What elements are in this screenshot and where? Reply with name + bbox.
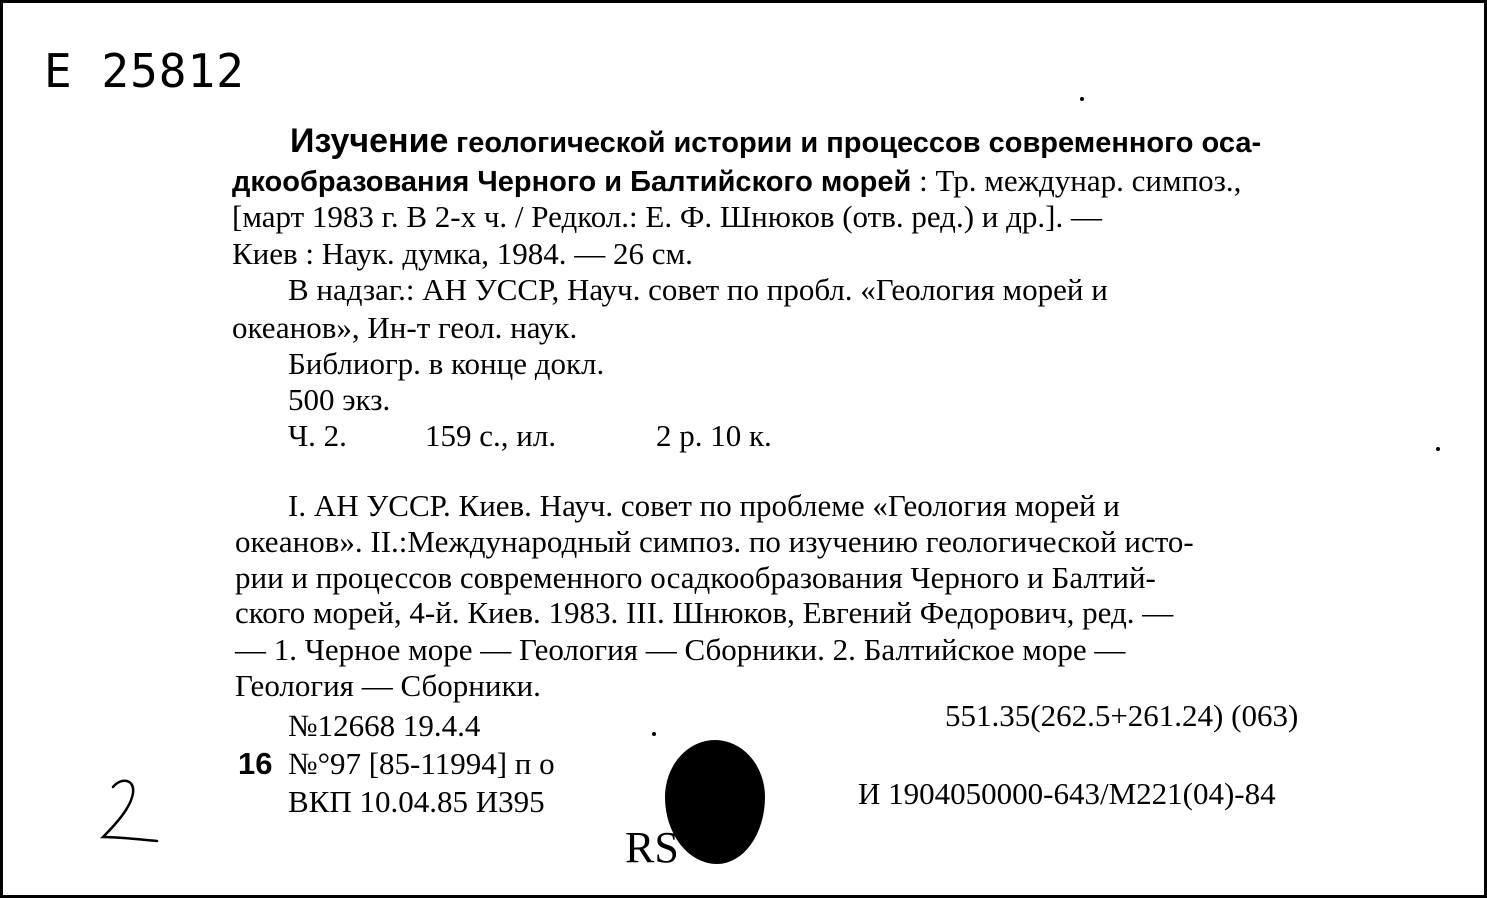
entry-line-3: [март 1983 г. В 2-х ч. / Редкол.: Е. Ф. Шнюков (отв. ред.) и др.]. — [232, 199, 1102, 234]
bibliography-note: Библиогр. в конце докл. [288, 346, 605, 381]
ink-blot [665, 740, 765, 864]
printing-info: ВКП 10.04.85 И395 [288, 784, 545, 819]
inventory-number: Е 25812 [44, 44, 245, 98]
entry-line-2 [232, 163, 1241, 199]
print-run: 500 экз. [288, 382, 391, 417]
index-code: И 1904050000-643/М221(04)-84 [858, 776, 1276, 811]
card-border-top [0, 0, 1487, 3]
entry-line-1 [290, 122, 1261, 161]
tracing-line-5: — 1. Черное море — Геология — Сборники. 2. Балтийское море — [235, 632, 1126, 667]
order-prefix: 16 [238, 746, 273, 781]
entry-subtitle: : Тр. междунар. симпоз., [919, 163, 1242, 198]
handwritten-mark-icon [95, 775, 165, 850]
page-count: 159 с., ил. [425, 418, 557, 453]
tracing-line-1: I. АН УССР. Киев. Науч. совет по проблеме «Геология морей и [288, 488, 1120, 523]
entry-title-line-1: геологической истории и процессов современного оса- [456, 127, 1262, 159]
price: 2 р. 10 к. [656, 418, 772, 453]
note-line-1: В надзаг.: АН УССР, Науч. совет по пробл. «Геология морей и [288, 272, 1108, 307]
tracing-line-3: рии и процессов современного осадкообразования Черного и Балтий- [235, 560, 1156, 595]
entry-line-4: Киев : Наук. думка, 1984. — 26 см. [232, 236, 693, 271]
speck [1436, 447, 1440, 451]
tracing-line-4: ского морей, 4-й. Киев. 1983. III. Шнюков, Евгений Федорович, ред. — [235, 595, 1174, 630]
order-number: №°97 [85-11994] п о [288, 746, 555, 781]
udc-code: 551.35(262.5+261.24) (063) [945, 698, 1299, 733]
entry-headword: Изучение [290, 122, 449, 160]
speck [652, 732, 656, 736]
stamp-letters: RS [625, 823, 679, 872]
entry-title-line-2: дкообразования Черного и Балтийского морей [232, 166, 912, 198]
tracing-line-2: океанов». II.:Международный симпоз. по изучению геологической исто- [235, 524, 1194, 559]
tracing-line-6: Геология — Сборники. [235, 668, 541, 703]
speck [1080, 97, 1084, 101]
registration-number: №12668 19.4.4 [288, 708, 481, 743]
part-number: Ч. 2. [288, 418, 347, 453]
note-line-2: океанов», Ин-т геол. наук. [232, 310, 578, 345]
card-border-left [0, 0, 3, 898]
